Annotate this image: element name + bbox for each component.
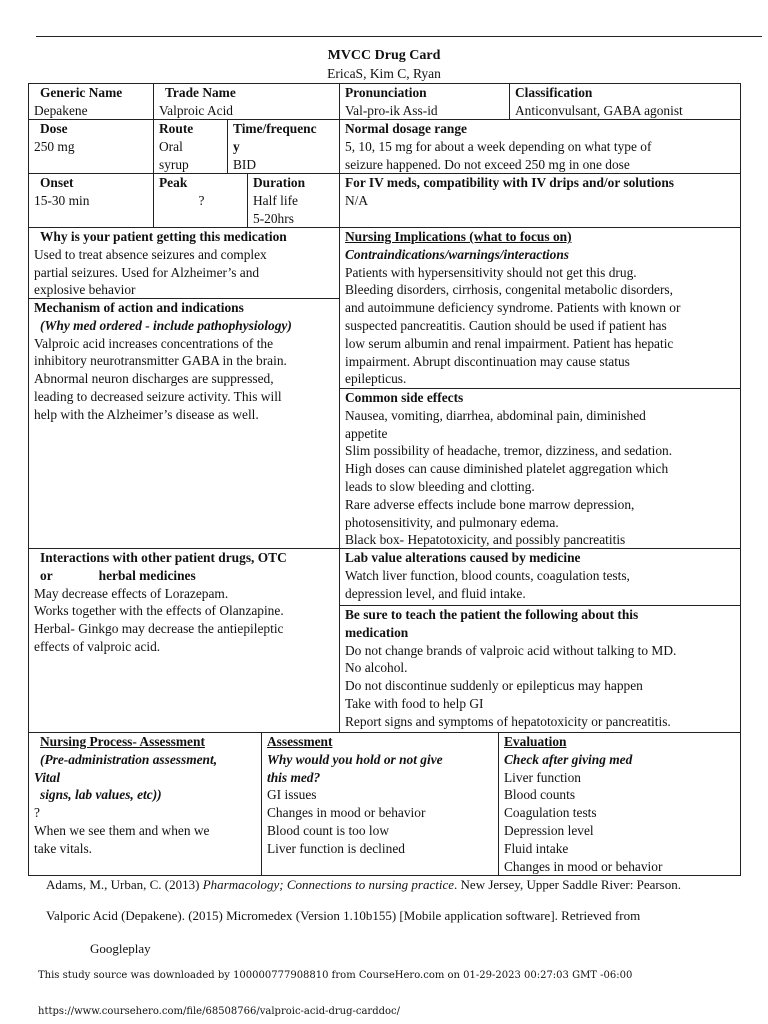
side-effect-line: photosensitivity, and pulmonary edema. bbox=[345, 514, 559, 530]
source-notice: This study source was downloaded by 100000777908810 from CourseHero.com on 01-29-2023 00:27:03 GMT -06:00 bbox=[38, 970, 633, 981]
generic-name-label: Generic Name bbox=[40, 85, 123, 100]
side-effect-line: Nausea, vomiting, diarrhea, abdominal pain, diminished bbox=[345, 407, 646, 423]
evaluation-sub: Check after giving med bbox=[504, 751, 633, 767]
mechanism-line: Valproic acid increases concentrations of the bbox=[34, 335, 274, 351]
pronunciation-value: Val-pro-ik Ass-id bbox=[345, 102, 438, 118]
card-title: MVCC Drug Card bbox=[327, 48, 441, 63]
reference-2: Valporic Acid (Depakene). (2015) Micromedex (Version 1.10b155) [Mobile application software]. Retrieved from bbox=[46, 908, 641, 923]
process-line: When we see them and when we bbox=[34, 822, 210, 838]
onset-value: 15-30 min bbox=[34, 192, 90, 208]
assessment-cell bbox=[261, 732, 499, 876]
evaluation-cell bbox=[498, 732, 741, 876]
evaluation-label: Evaluation bbox=[504, 734, 567, 749]
classification-label: Classification bbox=[515, 85, 593, 100]
side-effect-line: appetite bbox=[345, 425, 388, 441]
trade-name-label: Trade Name bbox=[165, 85, 236, 100]
assessment-sub: this med? bbox=[267, 769, 321, 785]
mechanism-sublabel: (Why med ordered - include pathophysiology) bbox=[40, 317, 292, 333]
peak-cell bbox=[153, 173, 248, 228]
lab-value-line: Watch liver function, blood counts, coagulation tests, bbox=[345, 567, 630, 583]
dosage-range-line-2: seizure happened. Do not exceed 250 mg in one dose bbox=[345, 156, 630, 172]
process-line: take vitals. bbox=[34, 840, 93, 856]
evaluation-line: Changes in mood or behavior bbox=[504, 858, 663, 874]
dosage-range-label: Normal dosage range bbox=[345, 121, 467, 136]
implication-line: low serum albumin and renal impairment. Patient has hepatic bbox=[345, 335, 674, 351]
side-effects-cell bbox=[339, 388, 741, 549]
why-medication-label: Why is your patient getting this medication bbox=[40, 229, 287, 244]
teach-line: Do not change brands of valproic acid without talking to MD. bbox=[345, 642, 677, 658]
nursing-implications-sublabel: Contraindications/warnings/interactions bbox=[345, 246, 569, 262]
trade-name-value: Valproic Acid bbox=[159, 102, 234, 118]
peak-value: ? bbox=[198, 192, 205, 208]
teach-line: Do not discontinue suddenly or epilepticus may happen bbox=[345, 678, 643, 694]
interactions-label-herbal: herbal medicines bbox=[98, 567, 196, 583]
time-frequency-cell bbox=[227, 119, 340, 174]
why-medication-cell bbox=[28, 227, 340, 299]
assessment-sub: Why would you hold or not give bbox=[267, 751, 443, 767]
duration-label: Duration bbox=[253, 175, 306, 190]
dose-label: Dose bbox=[40, 121, 68, 136]
time-frequency-label: Time/frequenc bbox=[233, 121, 317, 136]
lab-values-label: Lab value alterations caused by medicine bbox=[345, 550, 581, 565]
evaluation-line: Blood counts bbox=[504, 787, 576, 803]
assessment-line: Changes in mood or behavior bbox=[267, 805, 426, 821]
teach-label: Be sure to teach the patient the following about this bbox=[345, 607, 639, 622]
nursing-process-sub: signs, lab values, etc)) bbox=[40, 787, 162, 803]
route-value-1: Oral bbox=[159, 138, 183, 154]
nursing-process-sub: (Pre-administration assessment, bbox=[40, 751, 218, 767]
teach-line: Report signs and symptoms of hepatotoxicity or pancreatitis. bbox=[345, 713, 671, 729]
interactions-label: Interactions with other patient drugs, OTC bbox=[40, 550, 287, 565]
route-value-2: syrup bbox=[159, 156, 189, 172]
implication-line: suspected pancreatitis. Caution should be used if patient has bbox=[345, 317, 667, 333]
mechanism-cell bbox=[28, 298, 340, 549]
lab-value-line: depression level, and fluid intake. bbox=[345, 585, 526, 601]
top-rule bbox=[36, 36, 762, 37]
interactions-label-2 bbox=[34, 567, 336, 585]
nursing-implications-cell bbox=[339, 227, 741, 389]
interactions-label-or: or bbox=[40, 567, 53, 583]
dose-cell bbox=[28, 119, 154, 174]
teach-line: Take with food to help GI bbox=[345, 695, 484, 711]
time-frequency-value: BID bbox=[233, 156, 257, 172]
teach-line: No alcohol. bbox=[345, 660, 408, 676]
implication-line: impairment. Abrupt discontinuation may cause status bbox=[345, 353, 630, 369]
reference-1-authors: Adams, M., Urban, C. (2013) bbox=[46, 877, 203, 892]
route-cell bbox=[153, 119, 228, 174]
nursing-implications-label: Nursing Implications (what to focus on) bbox=[345, 229, 572, 244]
mechanism-line: help with the Alzheimer’s disease as well. bbox=[34, 406, 259, 422]
side-effect-line: Rare adverse effects include bone marrow depression, bbox=[345, 496, 635, 512]
why-line: Used to treat absence seizures and complex bbox=[34, 246, 267, 262]
iv-compatibility-cell bbox=[339, 173, 741, 228]
duration-value-1: Half life bbox=[253, 192, 298, 208]
duration-cell bbox=[247, 173, 340, 228]
nursing-process-sub: Vital bbox=[34, 769, 61, 785]
generic-name-value: Depakene bbox=[34, 102, 88, 118]
interaction-line: effects of valproic acid. bbox=[34, 638, 161, 654]
iv-compatibility-value: N/A bbox=[345, 192, 369, 208]
card-authors: EricaS, Kim C, Ryan bbox=[327, 66, 441, 81]
side-effect-line: leads to slow bleeding and clotting. bbox=[345, 478, 535, 494]
onset-label: Onset bbox=[40, 175, 74, 190]
nursing-process-label: Nursing Process- Assessment bbox=[40, 734, 205, 749]
classification-cell bbox=[509, 83, 741, 120]
implication-line: and autoimmune deficiency syndrome. Patients with known or bbox=[345, 300, 681, 316]
dosage-range-line-1: 5, 10, 15 mg for about a week depending on what type of bbox=[345, 138, 652, 154]
pronunciation-cell bbox=[339, 83, 510, 120]
side-effects-label: Common side effects bbox=[345, 390, 464, 405]
reference-1-title: Pharmacology; Connections to nursing practice bbox=[202, 877, 455, 892]
implication-line: Bleeding disorders, cirrhosis, congenital metabolic disorders, bbox=[345, 282, 673, 298]
route-label: Route bbox=[159, 121, 194, 136]
interaction-line: May decrease effects of Lorazepam. bbox=[34, 585, 229, 601]
classification-value: Anticonvulsant, GABA agonist bbox=[515, 102, 683, 118]
evaluation-line: Liver function bbox=[504, 769, 581, 785]
assessment-line: Liver function is declined bbox=[267, 840, 405, 856]
trade-name-cell bbox=[153, 83, 340, 120]
why-line: partial seizures. Used for Alzheimer’s and bbox=[34, 264, 260, 280]
side-effect-line: Black box- Hepatotoxicity, and possibly pancreatitis bbox=[345, 532, 626, 548]
dosage-range-cell bbox=[339, 119, 741, 174]
mechanism-line: leading to decreased seizure activity. This will bbox=[34, 388, 282, 404]
pronunciation-label: Pronunciation bbox=[345, 85, 427, 100]
peak-label: Peak bbox=[159, 175, 188, 190]
interactions-cell bbox=[28, 548, 340, 733]
why-line: explosive behavior bbox=[34, 282, 136, 298]
reference-1-publisher: . New Jersey, Upper Saddle River: Pearson. bbox=[454, 877, 681, 892]
assessment-line: GI issues bbox=[267, 787, 317, 803]
side-effect-line: Slim possibility of headache, tremor, dizziness, and sedation. bbox=[345, 443, 673, 459]
process-line: ? bbox=[34, 805, 40, 821]
evaluation-line: Coagulation tests bbox=[504, 805, 597, 821]
lab-values-cell bbox=[339, 548, 741, 606]
side-effect-line: High doses can cause diminished platelet aggregation which bbox=[345, 461, 669, 477]
implication-line: Patients with hypersensitivity should not get this drug. bbox=[345, 264, 637, 280]
mechanism-line: inhibitory neurotransmitter GABA in the brain. bbox=[34, 353, 287, 369]
time-frequency-label-wrap: y bbox=[233, 138, 240, 154]
implication-line: epilepticus. bbox=[345, 371, 407, 387]
dose-value: 250 mg bbox=[34, 138, 75, 154]
duration-value-2: 5-20hrs bbox=[253, 210, 294, 226]
source-url-link[interactable]: https://www.coursehero.com/file/68508766/valproic-acid-drug-carddoc/ bbox=[38, 1006, 401, 1017]
evaluation-line: Fluid intake bbox=[504, 840, 569, 856]
assessment-line: Blood count is too low bbox=[267, 822, 390, 838]
interaction-line: Works together with the effects of Olanzapine. bbox=[34, 603, 284, 619]
reference-1 bbox=[46, 877, 681, 893]
evaluation-line: Depression level bbox=[504, 822, 594, 838]
generic-name-cell bbox=[28, 83, 154, 120]
mechanism-label: Mechanism of action and indications bbox=[34, 300, 244, 315]
iv-compatibility-label: For IV meds, compatibility with IV drips and/or solutions bbox=[345, 175, 674, 190]
assessment-label: Assessment bbox=[267, 734, 333, 749]
nursing-process-cell bbox=[28, 732, 262, 876]
mechanism-line: Abnormal neuron discharges are suppressed, bbox=[34, 371, 274, 387]
teach-patient-cell bbox=[339, 605, 741, 733]
teach-label-2: medication bbox=[345, 624, 409, 640]
interaction-line: Herbal- Ginkgo may decrease the antiepileptic bbox=[34, 621, 284, 637]
onset-cell bbox=[28, 173, 154, 228]
reference-2-continued: Googleplay bbox=[90, 941, 151, 956]
